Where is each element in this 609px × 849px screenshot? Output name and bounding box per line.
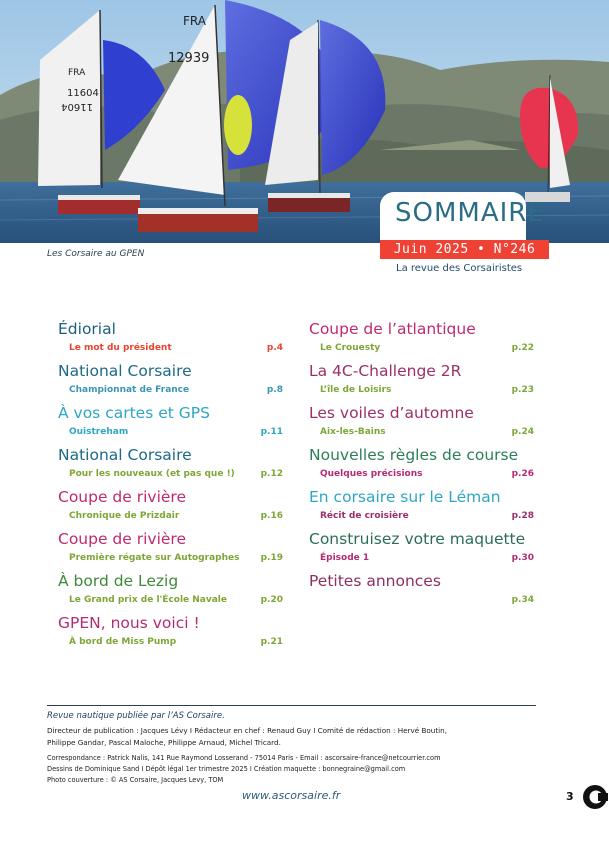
page-title: SOMMAIRE [395,198,545,228]
toc-entry-subtitle: Ouistreham [69,427,129,437]
toc-entry-title: Coupe de rivière [58,530,186,548]
toc-entry[interactable] [58,446,283,488]
toc-entry-page: p.21 [260,637,283,647]
page-number: 3 [566,790,574,803]
toc-entry-title: Petites annonces [309,572,441,590]
toc-entry-title: À bord de Lezig [58,572,179,590]
toc-left-column [58,320,283,656]
toc-entry-title: GPEN, nous voici ! [58,614,200,632]
toc-entry-title: En corsaire sur le Léman [309,488,501,506]
toc-entry[interactable] [58,530,283,572]
toc-entry[interactable] [58,320,283,362]
toc-entry-title: À vos cartes et GPS [58,404,210,422]
toc-entry-page: p.23 [511,385,534,395]
toc-entry-page: p.28 [511,511,534,521]
toc-entry[interactable] [58,614,283,656]
footer-legal: Dessins de Dominique Sand I Dépôt légal 1er trimestre 2025 I Création maquette : bonnegraine@gmail.com [47,765,406,773]
toc-entry[interactable] [58,572,283,614]
toc-entry-subtitle: Pour les nouveaux (et pas que !) [69,469,235,479]
toc-right-column [309,320,534,614]
toc-entry-subline [69,342,283,354]
svg-text:FRA: FRA [68,68,86,78]
toc-entry-subline [69,552,283,564]
footer-correspondence: Correspondance : Patrick Nalis, 141 Rue Raymond Losserand - 75014 Paris - Email : ascorsaire-france@netcourrier.com [47,754,441,762]
footer-divider [47,705,536,706]
toc-entry-subtitle: Aix-les-Bains [320,427,386,437]
toc-entry-page: p.19 [260,553,283,563]
issue-banner: Juin 2025 • N°246 [380,240,549,259]
toc-entry-page: p.34 [511,595,534,605]
photo-caption: Les Corsaire au GPEN [47,249,145,259]
toc-entry-subtitle: L’île de Loisirs [320,385,392,395]
toc-entry-title: Nouvelles règles de course [309,446,519,464]
footer-publisher: Revue nautique publiée par l’AS Corsaire. [47,711,225,721]
toc-entry-subtitle: Le mot du président [69,343,172,353]
toc-entry-subline [69,510,283,522]
toc-entry-subline [320,468,534,480]
toc-entry-page: p.26 [511,469,534,479]
toc-entry-title: Coupe de l’atlantique [309,320,476,338]
toc-entry-subline [69,384,283,396]
footer-photo-credit: Photo couverture : © AS Corsaire, Jacques Levy, TOM [47,776,224,784]
magazine-subtitle: La revue des Corsairistes [396,263,523,274]
toc-entry-page: p.16 [260,511,283,521]
toc-entry-title: National Corsaire [58,362,192,380]
toc-entry-subline [69,426,283,438]
toc-entry-subline [320,384,534,396]
toc-entry-subtitle: Récit de croisière [320,511,409,521]
toc-entry[interactable] [309,404,534,446]
toc-entry[interactable] [309,572,534,614]
svg-text:12939: 12939 [168,51,210,66]
toc-entry[interactable] [309,530,534,572]
toc-entry[interactable] [58,488,283,530]
toc-entry-subline [320,342,534,354]
toc-entry-subtitle: Chronique de Prizdair [69,511,180,521]
toc-entry-page: p.24 [511,427,534,437]
toc-entry-page: p.30 [511,553,534,563]
toc-entry-title: Les voiles d’automne [309,404,474,422]
toc-entry[interactable] [58,362,283,404]
toc-entry-page: p.8 [266,385,283,395]
toc-entry-page: p.11 [260,427,283,437]
website-link[interactable]: www.ascorsaire.fr [242,789,341,802]
toc-entry-subtitle: Première régate sur Autographes [69,553,240,563]
toc-entry-page: p.22 [511,343,534,353]
toc-entry-subtitle: Le Crouesty [320,343,381,353]
toc-entry-page: p.4 [266,343,283,353]
footer-credits-line1: Directeur de publication : Jacques Lévy I Rédacteur en chef : Renaud Guy I Comité de rédaction : Hervé Boutin, [47,726,448,735]
svg-text:11604: 11604 [67,88,99,99]
footer-credits-line2: Philippe Gandar, Pascal Maloche, Philippe Arnaud, Michel Tricard. [47,738,281,747]
toc-entry-title: La 4C-Challenge 2R [309,362,462,380]
svg-text:11604: 11604 [61,101,93,112]
toc-entry-subline [320,510,534,522]
toc-entry[interactable] [309,362,534,404]
toc-entry-subline [69,636,283,648]
toc-entry-subtitle: À bord de Miss Pump [69,637,177,647]
corsaire-logo-icon [582,784,608,810]
toc-entry-subtitle: Quelques précisions [320,469,423,479]
toc-entry-page: p.20 [260,595,283,605]
toc-entry-subtitle: Championnat de France [69,385,190,395]
toc-entry-subtitle: Épisode 1 [320,553,370,563]
toc-entry-title: National Corsaire [58,446,192,464]
toc-entry[interactable] [309,320,534,362]
toc-entry-subline [69,468,283,480]
toc-entry[interactable] [58,404,283,446]
svg-text:FRA: FRA [183,14,206,28]
toc-entry-title: Édiorial [58,320,116,338]
toc-entry-subline [69,594,283,606]
toc-entry-subline [320,426,534,438]
toc-entry-page: p.12 [260,469,283,479]
toc-entry[interactable] [309,446,534,488]
toc-entry-title: Construisez votre maquette [309,530,526,548]
toc-entry-title: Coupe de rivière [58,488,186,506]
toc-entry-subline [320,552,534,564]
toc-entry-subtitle: Le Grand prix de l'École Navale [69,595,228,605]
toc-entry[interactable] [309,488,534,530]
